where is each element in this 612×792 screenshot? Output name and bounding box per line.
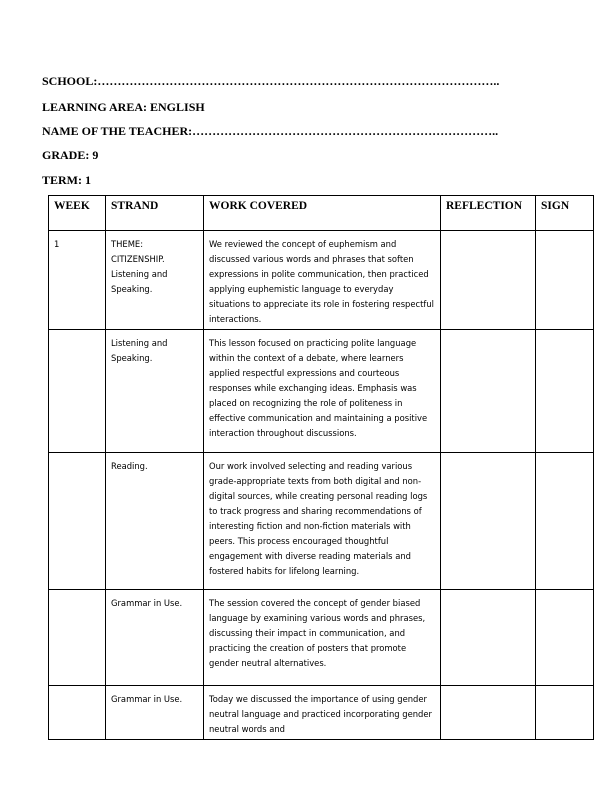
week-cell — [49, 330, 106, 453]
table-row — [49, 231, 594, 330]
strand-cell: Grammar in Use. — [106, 686, 204, 740]
sign-cell — [536, 686, 594, 740]
table-row — [49, 686, 594, 740]
strand-cell: Grammar in Use. — [106, 590, 204, 686]
reflection-cell — [441, 686, 536, 740]
week-cell — [49, 590, 106, 686]
reflection-cell — [441, 453, 536, 590]
week-cell: 1 — [49, 231, 106, 330]
table-row — [49, 590, 594, 686]
week-cell — [49, 453, 106, 590]
learning-area-line: LEARNING AREA: ENGLISH — [42, 100, 205, 114]
teacher-name-line: NAME OF THE TEACHER:………………………………………………………………….. — [42, 124, 499, 138]
grade-line: GRADE: 9 — [42, 148, 99, 162]
sign-cell — [536, 453, 594, 590]
work-covered-cell: Today we discussed the importance of using gender neutral language and practiced incorporating gender neutral words and — [204, 686, 441, 740]
strand-cell: THEME: CITIZENSHIP. Listening and Speaking. — [106, 231, 204, 330]
column-header-sign: SIGN — [536, 196, 594, 231]
work-covered-cell: This lesson focused on practicing polite language within the context of a debate, where learners applied respectful expressions and courteous responses while exchanging ideas. Emphasis was placed on recognizing the role of politeness in effective communication and maintaining a positive interaction throughout discussions. — [204, 330, 441, 453]
table-header-row — [49, 196, 594, 231]
term-line: TERM: 1 — [42, 173, 91, 187]
sign-cell — [536, 231, 594, 330]
reflection-cell — [441, 231, 536, 330]
column-header-week: WEEK — [49, 196, 106, 231]
sign-cell — [536, 330, 594, 453]
work-covered-cell: We reviewed the concept of euphemism and discussed various words and phrases that soften expressions in polite communication, then practiced applying euphemistic language to everyday situations to appreciate its role in fostering respectful interactions. — [204, 231, 441, 330]
week-cell — [49, 686, 106, 740]
column-header-strand: STRAND — [106, 196, 204, 231]
work-covered-cell: The session covered the concept of gender biased language by examining various words and phrases, discussing their impact in communication, and practicing the creation of posters that promote gender neutral alternatives. — [204, 590, 441, 686]
school-line: SCHOOL:……………………………………………………………………………………….. — [42, 74, 500, 88]
record-of-work-table — [48, 195, 594, 740]
sign-cell — [536, 590, 594, 686]
work-covered-cell: Our work involved selecting and reading various grade-appropriate texts from both digital and non-digital sources, while creating personal reading logs to track progress and sharing recommendations of interesting fiction and non-fiction materials with peers. This process encouraged thoughtful engagement with diverse reading materials and fostered habits for lifelong learning. — [204, 453, 441, 590]
reflection-cell — [441, 590, 536, 686]
strand-cell: Listening and Speaking. — [106, 330, 204, 453]
reflection-cell — [441, 330, 536, 453]
column-header-work-covered: WORK COVERED — [204, 196, 441, 231]
column-header-reflection: REFLECTION — [441, 196, 536, 231]
strand-cell: Reading. — [106, 453, 204, 590]
table-row — [49, 453, 594, 590]
table-row — [49, 330, 594, 453]
